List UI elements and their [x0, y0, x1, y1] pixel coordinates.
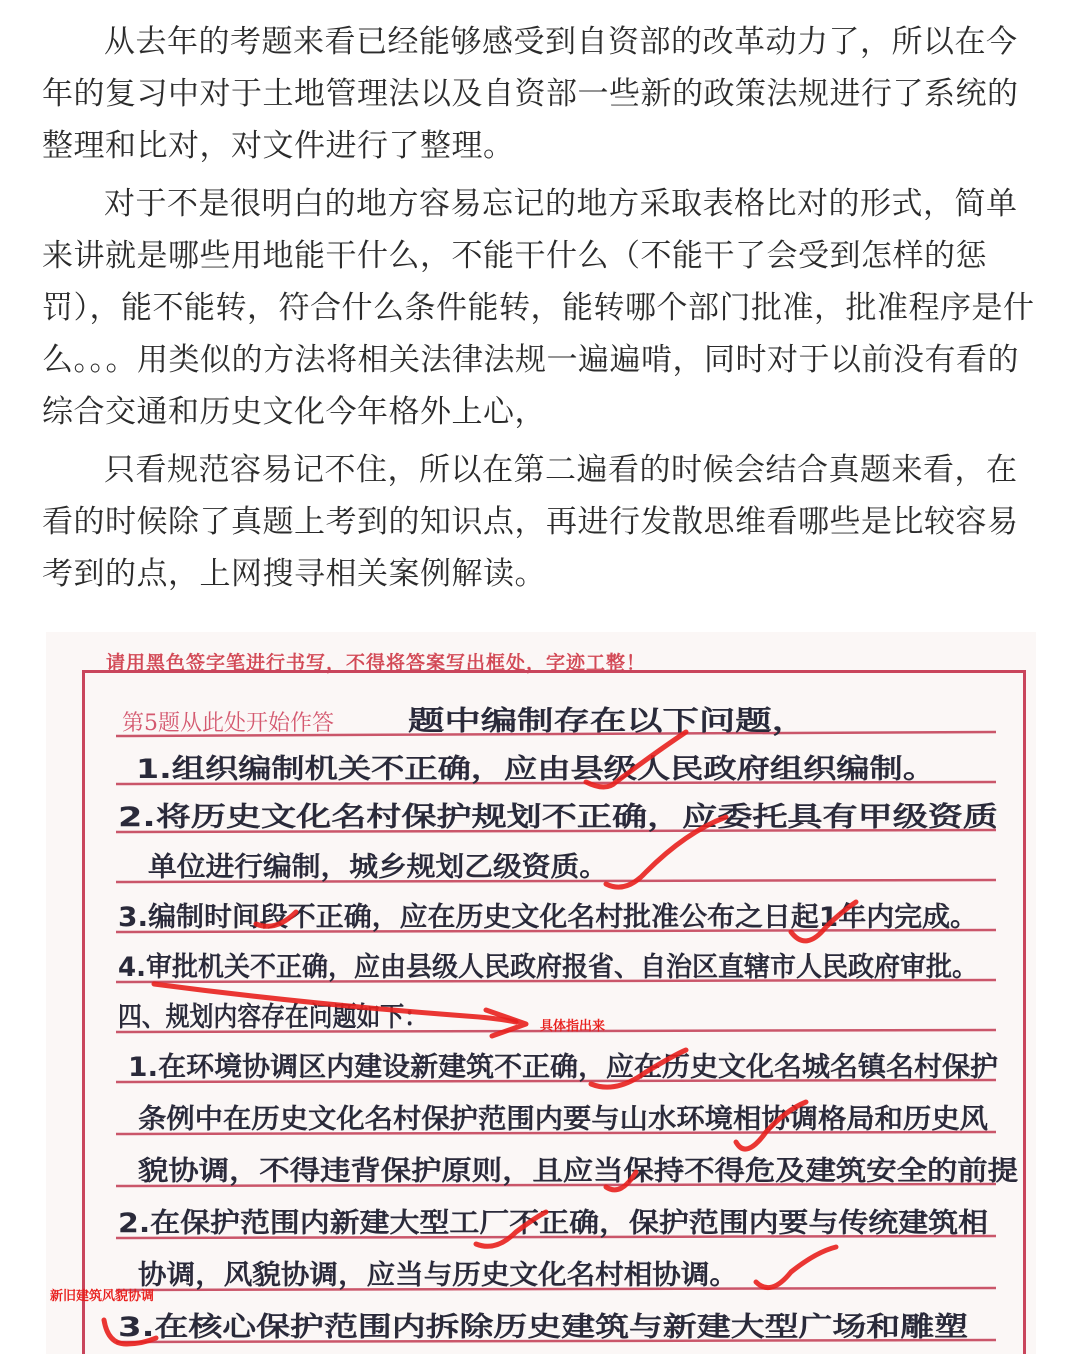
handwriting-line-0: 题中编制存在以下问题， — [408, 706, 705, 737]
handwriting-line-2: 2.将历史文化名村保护规划不正确，应委托具有甲级资质 — [118, 802, 796, 833]
handwriting-line-11: 协调，风貌协调，应当与历史文化名村相协调。 — [138, 1260, 705, 1291]
paragraph-table-comparison: 对于不是很明白的地方容易忘记的地方采取表格比对的形式，简单来讲就是哪些用地能干什么，不能干什么（不能干了会受到怎样的惩罚），能不能转，符合什么条件能转，能转哪个部门批准，批准程序是什么。。。用类似的方法将相关法律法规一遍遍啃，同时对于以前没有看的综合交通和历史文化今年格外上心， — [42, 186, 1035, 430]
handwriting-line-8: 条例中在历史文化名村保护范围内要与山水环境相协调格局和历史风 — [138, 1104, 948, 1135]
handwriting-line-5: 4.审批机关不正确，应由县级人民政府报省、自治区直辖市人民政府审批。 — [118, 952, 1012, 983]
handwriting-line-4: 3.编制时间段不正确，应在历史文化名村批准公布之日起1年内完成。 — [118, 902, 949, 933]
handwriting-line-3: 单位进行编制，城乡规划乙级资质。 — [148, 852, 580, 883]
handwriting-line-7: 1.在环境协调区内建设新建筑不正确，应在历史文化名城名镇名村保护 — [128, 1052, 968, 1083]
annotation-tag: 具体指出来 — [540, 1019, 606, 1034]
handwriting-layer — [46, 632, 1036, 1354]
handwriting-line-1: 1.组织编制机关不正确，应由县级人民政府组织编制。 — [136, 754, 787, 785]
handwriting-line-6: 四、规划内容存在问题如下： — [118, 1002, 469, 1033]
answer-sheet-notice: 请用黑色签字笔进行书写，不得将答案写出框处，字迹工整！ — [106, 652, 647, 674]
check-mark — [756, 1247, 836, 1288]
handwriting-line-12: 3.在核心保护范围内拆除历史建筑与新建大型广场和雕塑 — [118, 1312, 796, 1343]
answer-sheet-photo — [46, 632, 1036, 1354]
paragraph-review-policy: 从去年的考题来看已经能够感受到自资部的改革动力了，所以在今年的复习中对于土地管理法以及自资部一些新的政策法规进行了系统的整理和比对，对文件进行了整理。 — [42, 24, 1019, 164]
handwriting-line-9: 貌协调，不得违背保护原则，且应当保持不得危及建筑安全的前提 — [138, 1156, 921, 1187]
side-annotation-tag: 新旧建筑风貌协调 — [50, 1289, 155, 1304]
paragraph-exam-practice: 只看规范容易记不住，所以在第二遍看的时候会结合真题来看，在看的时候除了真题上考到的知识点，再进行发散思维看哪些是比较容易考到的点，上网搜寻相关案例解读。 — [42, 452, 1019, 592]
question-label: 第5题从此处开始作答 — [122, 711, 334, 736]
handwriting-line-10: 2.在保护范围内新建大型工厂不正确，保护范围内要与传统建筑相 — [118, 1208, 904, 1239]
article-body — [42, 16, 1042, 606]
